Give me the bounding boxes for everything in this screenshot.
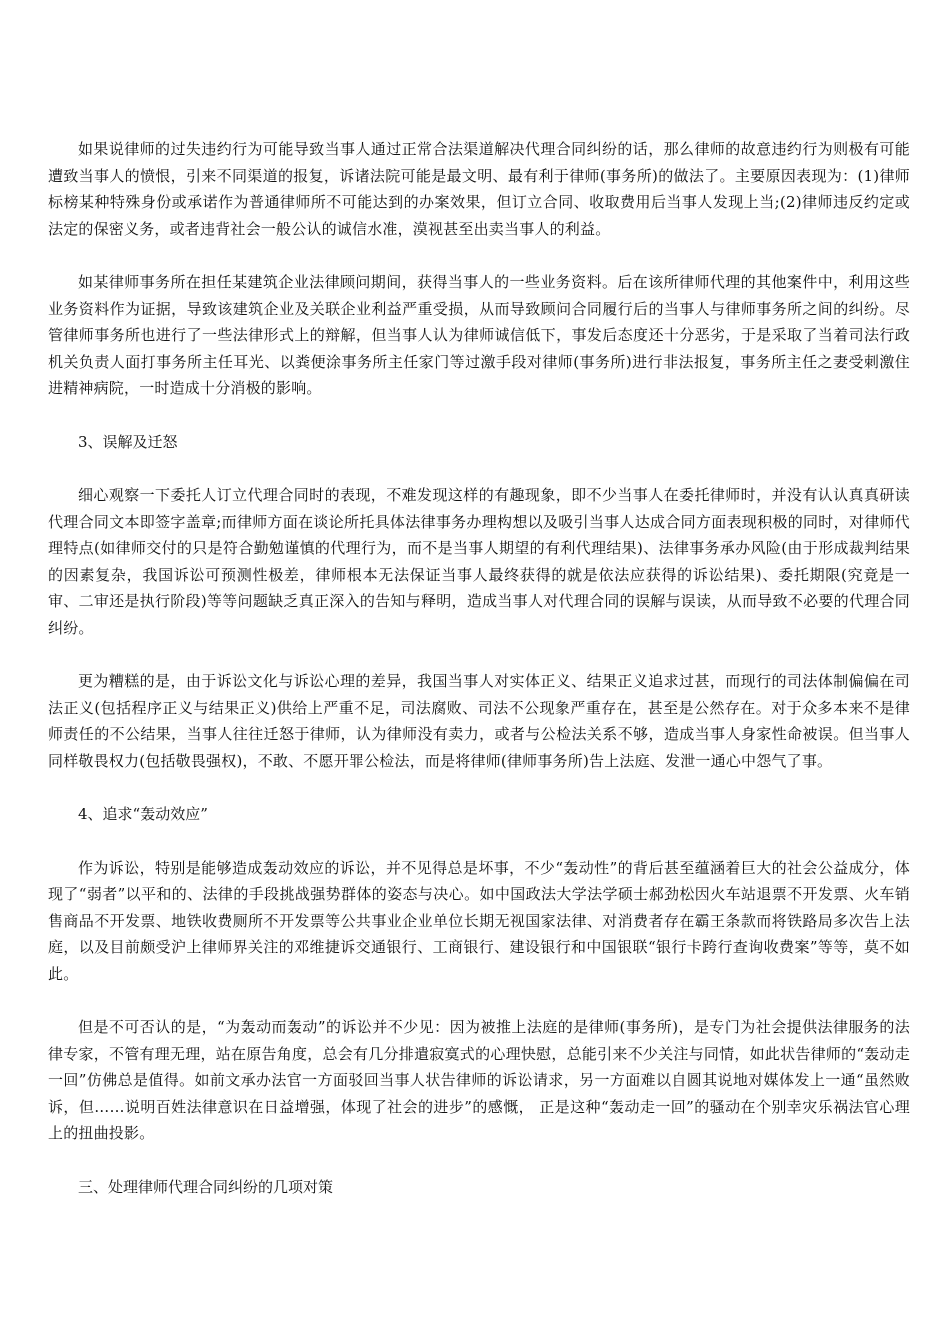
paragraph-spacer [48,987,910,1014]
section-heading-countermeasures: 三、处理律师代理合同纠纷的几项对策 [78,1177,334,1196]
paragraph-spacer [48,774,910,801]
section-heading-misunderstanding: 3、误解及迁怒 [78,432,178,451]
paragraph-spacer [48,641,910,668]
paragraph-spacer [48,242,910,269]
paragraph-client-observation: 细心观察一下委托人订立代理合同时的表现，不难发现这样的有趣现象，即不少当事人在委托律师时，并没有认认真真研读代理合同文本即签字盖章;而律师方面在谈论所托具体法律事务办理构想以及吸引当事人达成合同方面表现积极的同时，对律师代理特点(如律师交付的只是符合勤勉谨慎的代理行为，而不是当事人期望的有利代理结果)、法律事务承办风险(由于形成裁判结果的因素复杂，我国诉讼可预测性极差，律师根本无法保证当事人最终获得的就是依法应获得的诉讼结果)、委托期限(究竟是一审、二审还是执行阶段)等等问题缺乏真正深入的告知与释明，造成当事人对代理合同的误解与误读，从而导致不必要的代理合同纠纷。 [48,486,910,637]
paragraph-public-interest-litigation: 作为诉讼，特别是能够造成轰动效应的诉讼，并不见得总是坏事，不少“轰动性”的背后甚至蕴涵着巨大的社会公益成分，体现了“弱者”以平和的、法律的手段挑战强势群体的姿态与决心。如中国政法大学法学硕士郝劲松因火车站退票不开发票、火车销售商品不开发票、地铁收费厕所不开发票等公共事业企业单位长期无视国家法律、对消费者存在霸王条款而将铁路局多次告上法庭，以及目前颇受沪上律师界关注的邓维捷诉交通银行、工商银行、建设银行和中国银联“银行卡跨行查询收费案”等等，莫不如此。 [48,858,910,983]
paragraph-spacer [48,402,910,429]
document-page [48,136,910,1200]
paragraph-spacer [48,455,910,482]
paragraph-sensation-for-sensation: 但是不可否认的是，“为轰动而轰动”的诉讼并不少见：因为被推上法庭的是律师(事务所)，是专门为社会提供法律服务的法律专家，不管有理无理，站在原告角度，总会有几分排遣寂寞式的心理快慰，总能引来不少关注与同情，如此状告律师的“轰动走一回”仿佛总是值得。如前文承办法官一方面驳回当事人状告律师的诉讼请求，另一方面难以自圆其说地对媒体发上一通“虽然败诉，但……说明百姓法律意识在日益增强，体现了社会的进步”的感慨， 正是这种“轰动走一回”的骚动在个别幸灾乐祸法官心理上的扭曲投影。 [48,1018,910,1142]
paragraph-case-example: 如某律师事务所在担任某建筑企业法律顾问期间，获得当事人的一些业务资料。后在该所律师代理的其他案件中，利用这些业务资料作为证据，导致该建筑企业及关联企业利益严重受损，从而导致顾问合同履行后的当事人与律师事务所之间的纠纷。尽管律师事务所也进行了一些法律形式上的辩解，但当事人认为律师诚信低下，事发后态度还十分恶劣，于是采取了当着司法行政机关负责人面打事务所主任耳光、以粪便涂事务所主任家门等过激手段对律师(事务所)进行非法报复，事务所主任之妻受刺激住进精神病院，一时造成十分消极的影响。 [48,273,910,397]
paragraph-intentional-breach: 如果说律师的过失违约行为可能导致当事人通过正常合法渠道解决代理合同纠纷的话，那么律师的故意违约行为则极有可能遭致当事人的愤恨，引来不同渠道的报复，诉诸法院可能是最文明、最有利于律师(事务所)的做法了。主要原因表现为：(1)律师标榜某种特殊身份或承诺作为普通律师所不可能达到的办案效果，但订立合同、收取费用后当事人发现上当;(2)律师违反约定或法定的保密义务，或者违背社会一般公认的诚信水准，漠视甚至出卖当事人的利益。 [48,140,910,238]
paragraph-judicial-justice: 更为糟糕的是，由于诉讼文化与诉讼心理的差异，我国当事人对实体正义、结果正义追求过甚，而现行的司法体制偏偏在司法正义(包括程序正义与结果正义)供给上严重不足，司法腐败、司法不公现象严重存在，甚至是公然存在。对于众多本来不是律师责任的不公结果，当事人往往迁怒于律师，认为律师没有卖力，或者与公检法关系不够，造成当事人身家性命被误。但当事人同样敬畏权力(包括敬畏强权)，不敢、不愿开罪公检法，而是将律师(律师事务所)告上法庭、发泄一通心中怨气了事。 [48,672,910,770]
paragraph-spacer [48,828,910,855]
paragraph-spacer [48,1147,910,1174]
section-heading-sensation: 4、追求“轰动效应” [78,805,208,823]
